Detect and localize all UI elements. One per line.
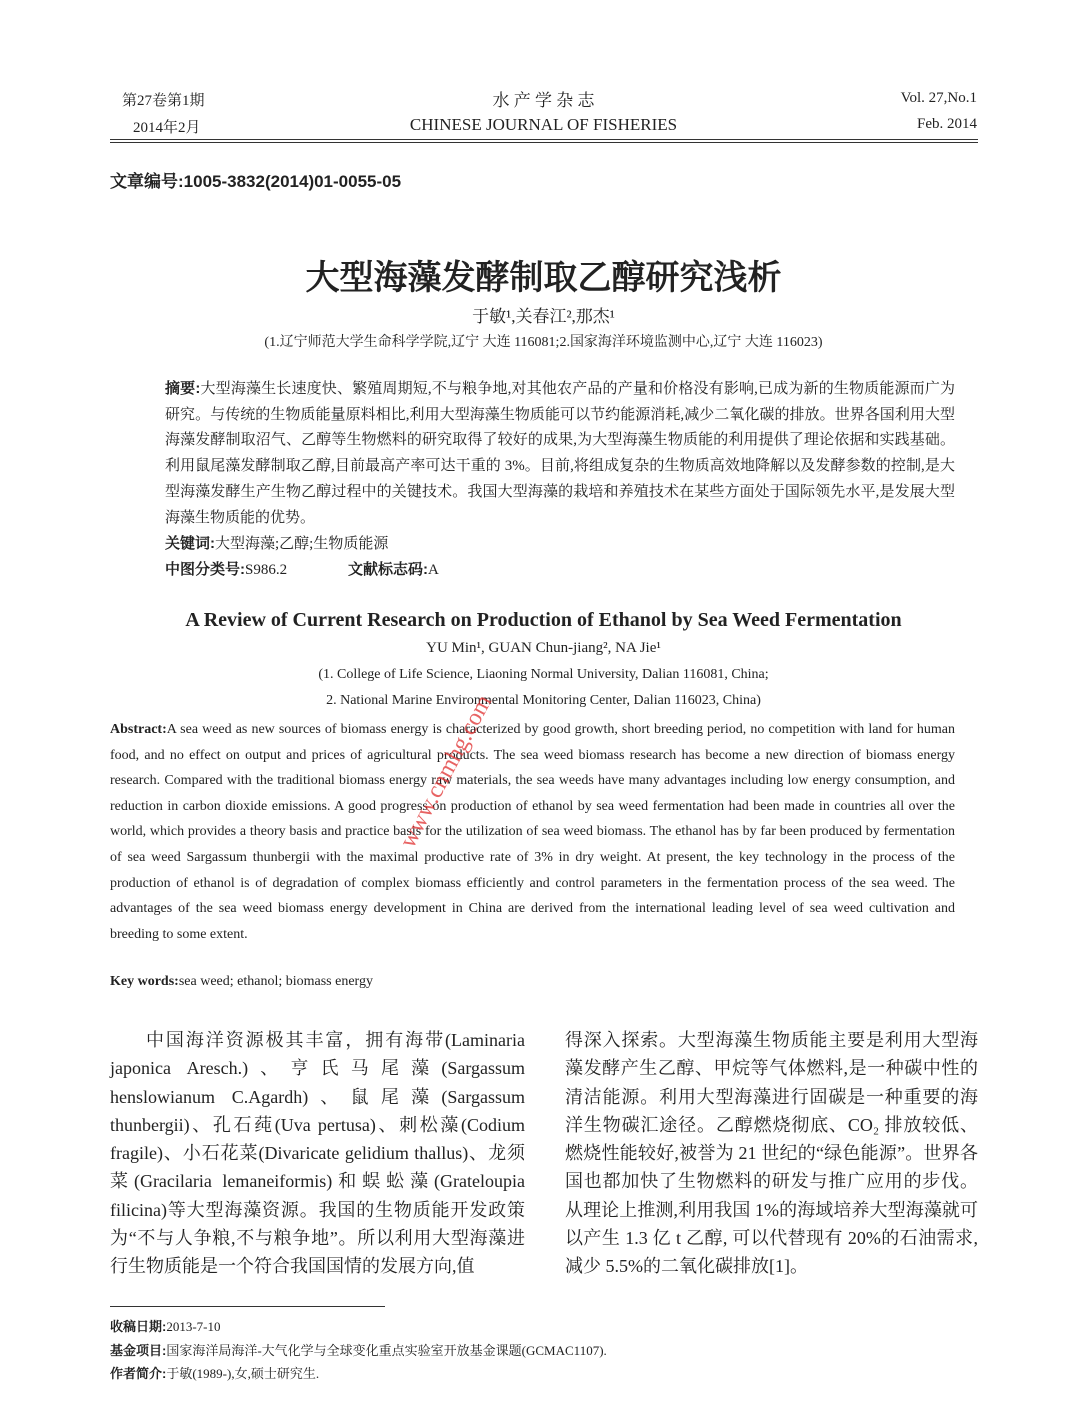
keywords-en xyxy=(110,974,373,990)
clc-label: 中图分类号: xyxy=(165,561,245,578)
journal-cn: 水 产 学 杂 志 xyxy=(492,91,595,110)
title-cn: 大型海藻发酵制取乙醇研究浅析 xyxy=(305,259,782,297)
body-left-column: 中国海洋资源极其丰富，拥有海带(Laminaria japonica Aresch.)、亨氏马尾藻(Sargassum henslowianum C.Agardh)、鼠尾藻(Sargassum thunbergii)、孔石莼(Uva pertusa)、刺松藻(Codium fragile)、小石花菜(Divaricate gelidium thallus)、龙须菜(Gracilaria lemaneiformis)和蜈蚣藻(Grateloupia filicina)等大型海藻资源。我国的生物质能开发政策为“不与人争粮,不与粮争地”。所以利用大型海藻进行生物质能是一个符合我国国情的发展方向,值 xyxy=(110,1030,525,1277)
date-cn: 2014年2月 xyxy=(133,120,201,136)
header-rule xyxy=(110,142,978,143)
doc-code-value: A xyxy=(428,562,439,578)
keywords-en-text: sea weed; ethanol; biomass energy xyxy=(178,974,373,989)
authors-en: YU Min¹, GUAN Chun-jiang², NA Jie¹ xyxy=(426,640,661,656)
footnote-label: 收稿日期: xyxy=(110,1319,167,1334)
clc-value: S986.2 xyxy=(245,562,288,578)
abstract-en-label: Abstract: xyxy=(110,722,167,737)
abstract-en xyxy=(110,717,955,947)
keywords-cn-text: 大型海藻;乙醇;生物质能源 xyxy=(215,536,389,552)
watermark: www.cnmhg.com xyxy=(395,690,498,853)
footnote-text: 国家海洋局海洋-大气化学与全球变化重点实验室开放基金课题(GCMAC1107). xyxy=(166,1343,607,1358)
keywords-cn-label: 关键词: xyxy=(165,535,215,552)
footnote-text: 2013-7-10 xyxy=(166,1319,221,1334)
abstract-cn xyxy=(165,376,955,531)
keywords-cn xyxy=(165,532,388,553)
footnote-rule xyxy=(110,1306,385,1307)
abstract-cn-text: 大型海藻生长速度快、繁殖周期短,不与粮争地,对其他农产品的产量和价格没有影响,已成为新的生物质能源而广为研究。与传统的生物质能量原料相比,利用大型海藻生物质能可以节约能源消耗,减少二氧化碳的排放。世界各国利用大型海藻发酵制取沼气、乙醇等生物燃料的研究取得了较好的成果,为大型海藻生物质能的利用提供了理论依据和实践基础。利用鼠尾藻发酵制取乙醇,目前最高产率可达干重的 3%。目前,将组成复杂的生物质高效地降解以及发酵参数的控制,是大型海藻发酵生产生物乙醇过程中的关键技术。我国大型海藻的栽培和养殖技术在某些方面处于国际领先水平,是发展大型海藻生物质能的优势。 xyxy=(165,381,955,526)
article-number: 文章编号:1005-3832(2014)01-0055-05 xyxy=(110,172,402,191)
volume-en: Vol. 27,No.1 xyxy=(900,90,977,106)
clc-number xyxy=(165,558,287,579)
footnote-funding xyxy=(110,1340,607,1359)
footnote-received xyxy=(110,1316,221,1335)
authors-cn: 于敏¹,关春江²,那杰¹ xyxy=(472,307,615,326)
body-right-column: 得深入探索。大型海藻生物质能主要是利用大型海藻发酵产生乙醇、甲烷等气体燃料,是一种碳中性的清洁能源。利用大型海藻进行固碳是一种重要的海洋生物碳汇途径。乙醇燃烧彻底、CO₂ 排放较低、燃烧性能较好,被誉为 21 世纪的“绿色能源”。世界各国也都加快了生物燃料的研发与推广应用的步伐。从理论上推测,利用我国 1%的海域培养大型海藻就可以产生 1.3 亿 t 乙醇, 可以代替现有 20%的石油需求,减少 5.5%的二氧化碳排放[1]。 xyxy=(565,1030,978,1277)
footnote-label: 作者简介: xyxy=(110,1366,167,1381)
abstract-cn-label: 摘要: xyxy=(165,380,201,397)
affiliation-en-2: 2. National Marine Environmental Monitoring Center, Dalian 116023, China) xyxy=(326,693,761,708)
journal-en: CHINESE JOURNAL OF FISHERIES xyxy=(409,115,678,134)
keywords-en-label: Key words: xyxy=(110,974,179,989)
footnote-label: 基金项目: xyxy=(110,1343,167,1358)
volume: 第27卷第1期 xyxy=(122,93,205,109)
abstract-en-text: A sea weed as new sources of biomass energy is characterized by good growth, short breeding period, no competition with land for human food, and no effect on output and prices of agricultural products. The sea weed biomass research has become a new direction of biomass energy research. Compared with the traditional biomass energy raw materials, the sea weeds have many advantages including low energy consumption, and reduction in carbon dioxide emissions. A good progress on production of ethanol by sea weed fermentation had been made in countries all over the world, which provides a theory basis and practice basis for the utilization of sea weed biomass. The ethanol has by far been produced by fermentation of sea weed Sargassum thunbergii with the maximal productive rate of 3% in dry weight. At present, the key technology in the process of the production of ethanol is of degradation of complex biomass efficiently and control parameters in the fermentation process of the sea weed. The advantages of the sea weed biomass energy development in China are derived from the international leading level of sea weed cultivation and breeding to some extent. xyxy=(110,722,955,942)
affiliation-cn: (1.辽宁师范大学生命科学学院,辽宁 大连 116081;2.国家海洋环境监测中心,辽宁 大连 116023) xyxy=(264,335,823,350)
title-en: A Review of Current Research on Production of Ethanol by Sea Weed Fermentation xyxy=(185,609,902,631)
footnote-author xyxy=(110,1363,319,1382)
doc-code-label: 文献标志码: xyxy=(348,561,428,578)
header-rule xyxy=(110,139,978,140)
footnote-text: 于敏(1989-),女,硕士研究生. xyxy=(166,1366,320,1381)
document-code xyxy=(348,558,439,579)
date-en: Feb. 2014 xyxy=(917,116,977,132)
affiliation-en-1: (1. College of Life Science, Liaoning Normal University, Dalian 116081, China; xyxy=(318,667,769,682)
